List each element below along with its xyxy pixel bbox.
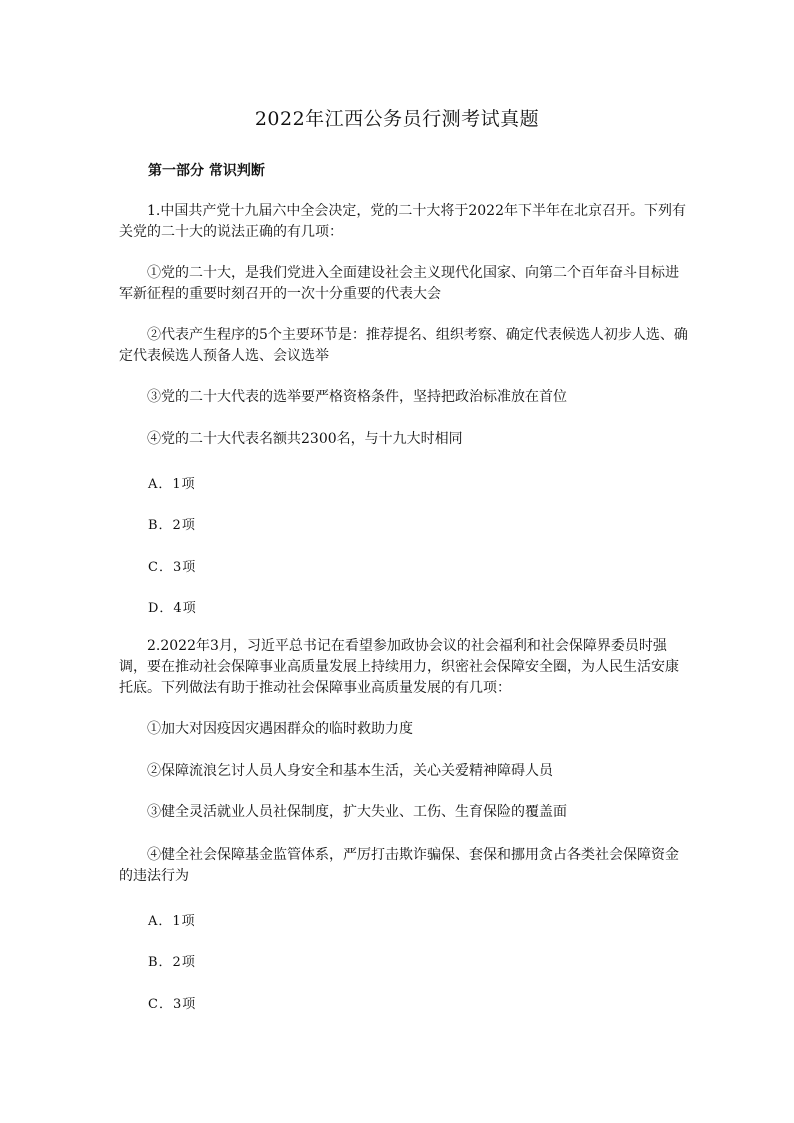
- question-2-stem: 2.2022年3月，习近平总书记在看望参加政协会议的社会福利和社会保障界委员时强调，要在推动社会保障事业高质量发展上持续用力，织密社会保障安全圈，为人民生活安康托底。下列做法有助于推动社会保障事业高质量发展的有几项：: [119, 638, 679, 696]
- question-1-item-1: ①党的二十大，是我们党进入全面建设社会主义现代化国家、向第二个百年奋斗目标进军新征程的重要时刻召开的一次十分重要的代表大会: [119, 265, 679, 302]
- question-2-item-3: ③健全灵活就业人员社保制度，扩大失业、工伤、生育保险的覆盖面: [147, 804, 567, 820]
- question-1-item-4: ④党的二十大代表名额共2300名，与十九大时相同: [147, 431, 463, 447]
- question-2-item-1: ①加大对因疫因灾遇困群众的临时救助力度: [147, 721, 413, 737]
- question-2-item-4: ④健全社会保障基金监管体系，严厉打击欺诈骗保、套保和挪用贪占各类社会保障资金的违法行为: [119, 847, 679, 884]
- question-1-item-3: ③党的二十大代表的选举要严格资格条件，坚持把政治标准放在首位: [147, 389, 567, 405]
- question-1-stem: 1.中国共产党十九届六中全会决定，党的二十大将于2022年下半年在北京召开。下列有关党的二十大的说法正确的有几项：: [119, 203, 686, 240]
- question-2-option-b: B．2项: [148, 955, 196, 970]
- question-2-option-a: A．1项: [148, 914, 196, 929]
- question-1-option-c: C．3项: [148, 560, 197, 575]
- section-heading: 第一部分 常识判断: [148, 163, 265, 179]
- question-1-option-d: D．4项: [148, 601, 197, 616]
- question-2-option-c: C．3项: [148, 997, 197, 1012]
- question-2-item-2: ②保障流浪乞讨人员人身安全和基本生活，关心关爱精神障碍人员: [147, 763, 553, 779]
- question-1-item-2: ②代表产生程序的5个主要环节是：推荐提名、组织考察、确定代表候选人初步人选、确定代表候选人预备人选、会议选举: [119, 327, 688, 364]
- question-1-option-b: B．2项: [148, 518, 196, 533]
- document-title: 2022年江西公务员行测考试真题: [254, 108, 540, 130]
- question-1-option-a: A．1项: [148, 477, 196, 492]
